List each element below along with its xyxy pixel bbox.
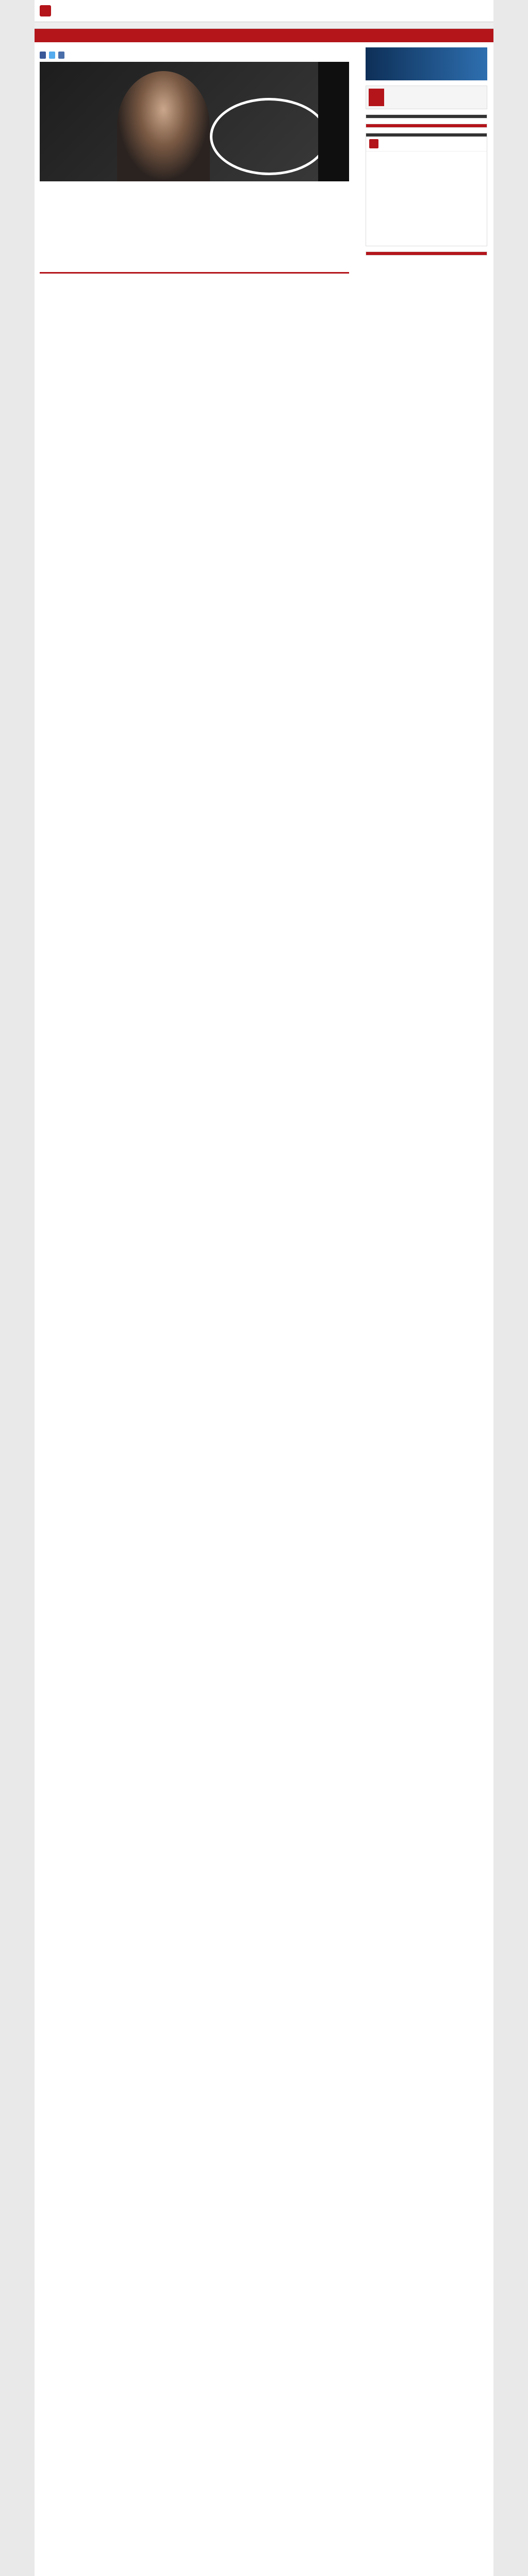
top-box: [366, 251, 487, 256]
like-button[interactable]: [58, 52, 64, 59]
top-head: [366, 252, 487, 255]
page: [35, 0, 493, 2576]
hero-side: [318, 62, 349, 181]
top-bar: [35, 22, 493, 29]
share-row: [40, 52, 359, 59]
logo-icon: [40, 5, 51, 16]
tweets-box: [366, 133, 487, 246]
article: [40, 47, 359, 261]
recs-head: [366, 124, 487, 127]
main-nav: [35, 29, 493, 42]
sidebar: [366, 47, 487, 261]
specials-box: [366, 114, 487, 118]
hero-ring: [210, 98, 328, 175]
recs-box: [366, 124, 487, 128]
book-icon: [369, 89, 384, 106]
main-area: [35, 42, 493, 261]
codigo-banner[interactable]: [366, 86, 487, 109]
site-header: [35, 0, 493, 22]
hero-person: [117, 71, 210, 181]
sidebar-promo[interactable]: [366, 47, 487, 80]
specials-head: [366, 115, 487, 118]
tweet-button[interactable]: [49, 52, 55, 59]
twitter-avatar-icon: [369, 139, 378, 148]
facebook-share-button[interactable]: [40, 52, 46, 59]
site-logo[interactable]: [40, 5, 54, 16]
related-section: [40, 270, 488, 278]
tweet[interactable]: [366, 137, 487, 151]
hero-image: [40, 62, 349, 181]
related-head: [40, 270, 349, 274]
